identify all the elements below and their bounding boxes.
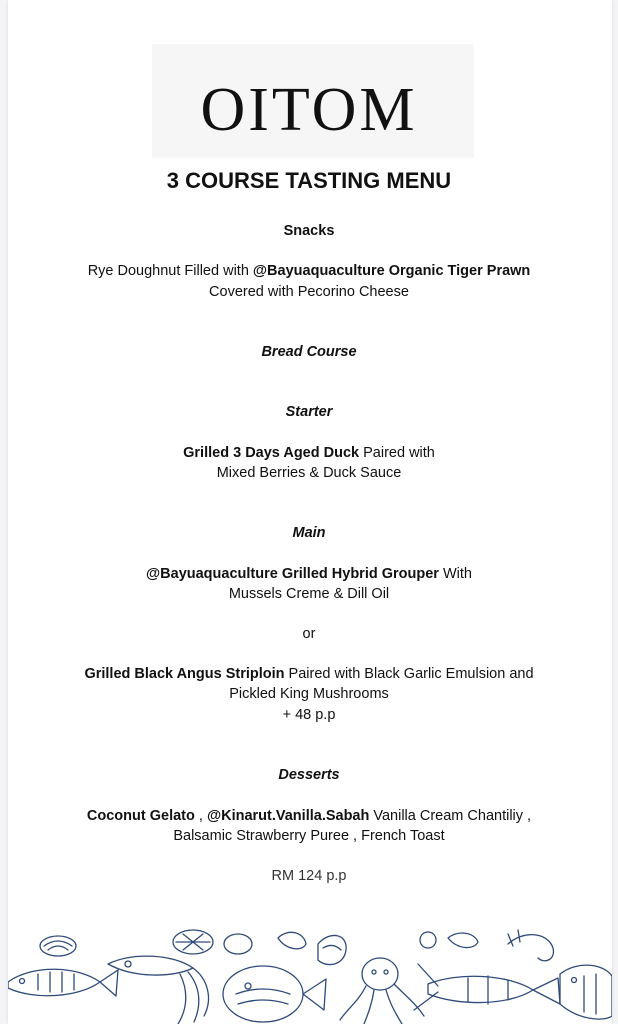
mussel-illustration — [318, 935, 346, 964]
bread-heading: Bread Course — [261, 344, 357, 360]
seafood-illustration — [8, 924, 612, 1024]
main-option-2-line-2: Pickled King Mushrooms — [229, 686, 389, 702]
shrimp-illustration — [508, 930, 553, 961]
shellfish-illustration — [173, 930, 252, 954]
main-option-2-line-1: Grilled Black Angus Striploin Paired with Black Garlic Emulsion and — [84, 666, 534, 682]
shell-illustration — [40, 936, 76, 956]
flatfish-illustration — [223, 966, 326, 1022]
starter-line-2: Mixed Berries & Duck Sauce — [216, 465, 402, 481]
restaurant-logo: OITOM — [200, 76, 418, 144]
main-option-2-surcharge: + 48 p.p — [282, 707, 336, 723]
main-option-1-line-1: @Bayuaquaculture Grilled Hybrid Grouper With — [146, 566, 472, 582]
starter-line-1: Grilled 3 Days Aged Duck Paired with — [183, 445, 435, 461]
starter-heading: Starter — [285, 404, 333, 420]
main-heading: Main — [292, 525, 326, 541]
desserts-line-1: Coconut Gelato , @Kinarut.Vanilla.Sabah Vanilla Cream Chantiliy , — [86, 808, 532, 824]
snacks-line-1: Rye Doughnut Filled with @Bayuaquaculture Organic Tiger Prawn — [87, 263, 531, 279]
main-option-1-line-2: Mussels Creme & Dill Oil — [228, 586, 390, 602]
squid-illustration — [108, 956, 208, 1024]
menu-price: RM 124 p.p — [271, 868, 347, 884]
snacks-line-2: Covered with Pecorino Cheese — [209, 284, 409, 300]
octopus-illustration — [340, 958, 424, 1024]
desserts-heading: Desserts — [278, 767, 340, 783]
main-or: or — [302, 626, 316, 642]
desserts-line-2: Balsamic Strawberry Puree , French Toast — [173, 828, 445, 844]
menu-title: 3 COURSE TASTING MENU — [166, 168, 452, 193]
snacks-heading: Snacks — [283, 223, 335, 239]
fish-illustration-right — [560, 965, 612, 1019]
lobster-illustration — [414, 964, 560, 1010]
fish-illustration-left — [8, 969, 118, 996]
